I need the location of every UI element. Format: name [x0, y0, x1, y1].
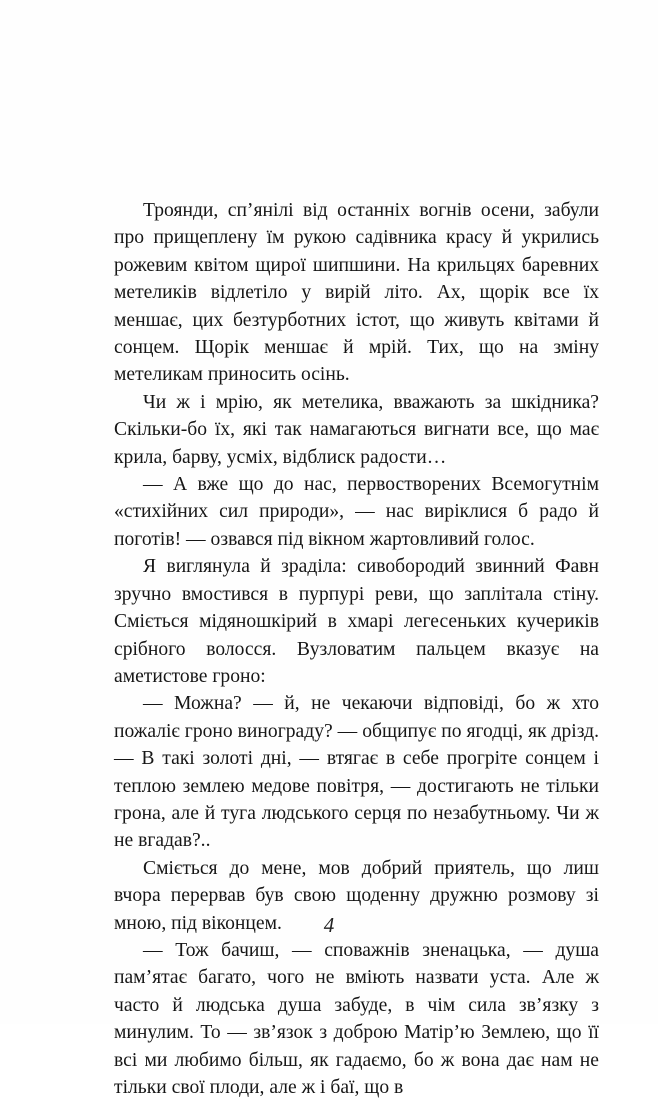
paragraph-4: Я виглянула й зраділа: сивобородий звинний Фавн зручно вмостився в пурпурі реви, що заплітала стіну. Сміється мідяношкірий в хмарі легесеньких кучериків срібного волосся. Вузловатим пальцем вказує на аметистове гроно:: [114, 556, 599, 687]
paragraph-6: Сміється до мене, мов добрий приятель, що лиш вчора перервав був свою щоденну дружню розмову зі мною, під віконцем.: [114, 857, 599, 934]
page-body: [114, 197, 599, 1101]
paragraph-5: — Можна? — й, не чекаючи відповіді, бо ж хто пожаліє гроно винограду? — общипує по ягодці, як дрізд. — В такі золоті дні, — втягає в себе прогріте сонцем і теплою землею медове повітря, — достигають не тільки грона, але й туга людського серця по незабутньому. Чи ж не вгадав?..: [114, 693, 599, 852]
paragraph-3: — А вже що до нас, первостворених Всемогутнім «стихійних сил природи», — нас виріклися б радо й поготів! — озвався під вікном жартовливий голос.: [114, 474, 599, 550]
paragraph-7: — Тож бачиш, — споважнів зненацька, — душа пам’ятає багато, чого не вміють назвати уста. Але ж часто й людська душа забуде, в чім сила зв’язку з минулим. То — зв’язок з доброю Матір’ю Землею, що її всі ми любимо більш, як гадаємо, бо ж вона дає нам не тільки свої плоди, але ж і баї, що в: [114, 939, 599, 1098]
paragraph-2: Чи ж і мрію, як метелика, вважають за шкідника? Скільки-бо їх, які так намагаються вигнати все, що має крила, барву, усміх, відблиск радости…: [114, 391, 599, 468]
page-number: 4: [323, 913, 335, 937]
paragraph-1: Троянди, сп’янілі від останніх вогнів осени, забули про прищеплену їм рукою садівника красу й укрились рожевим квітом щирої шипшини. На крильцях баревних метеликів відлетіло у вирій літо. Ах, щорік все їх меншає, цих безтурботних істот, що живуть квітами й сонцем. Щорік меншає й мрій. Тих, що на зміну метеликам приносить осінь.: [114, 200, 599, 386]
